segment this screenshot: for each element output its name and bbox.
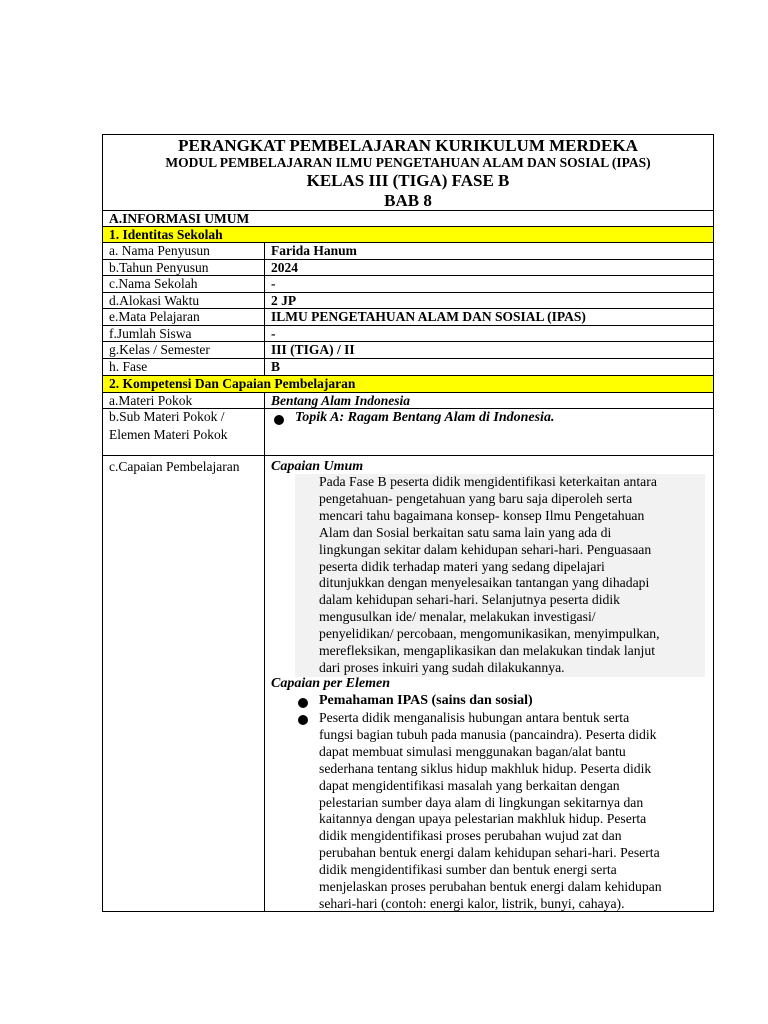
- table-row: [103, 276, 713, 293]
- row-value: 2024: [271, 260, 298, 275]
- row-value: -: [271, 326, 276, 341]
- row-label: a.Materi Pokok: [109, 393, 193, 408]
- general-achievement-heading: Capaian Umum: [271, 459, 364, 474]
- element-achievement-text: Peserta didik menganalisis hubungan antara bentuk serta fungsi bagian tubuh pada manusia (pancaindra). Peserta didik dapat membuat simulasi menggunakan bagan/alat bantu sederhana tentang siklus hidup makhluk hidup. Peserta didik dapat mengidentifikasi masalah yang berkaitan dengan pelestarian sumber daya alam di lingkungan sekitarnya dan kaitannya dengan upaya pelestarian makhluk hidup. Peserta didik mengidentifikasi proses perubahan wujud zat dan perubahan bentuk energi dalam kehidupan sehari-hari. Peserta didik mengidentifikasi sumber dan bentuk energi serta menjelaskan proses perubahan bentuk energi dalam kehidupan sehari-hari (contoh: energi kalor, listrik, bunyi, cahaya).: [319, 710, 662, 911]
- element-achievement-heading: Capaian per Elemen: [271, 676, 391, 691]
- sub-topic: Topik A: Ragam Bentang Alam di Indonesia.: [295, 410, 555, 425]
- document-title: PERANGKAT PEMBELAJARAN KURIKULUM MERDEKA: [178, 136, 638, 155]
- document-table: [102, 134, 714, 912]
- document-subtitle: MODUL PEMBELAJARAN ILMU PENGETAHUAN ALAM DAN SOSIAL (IPAS): [165, 155, 651, 170]
- row-label: b.Tahun Penyusun: [109, 260, 209, 275]
- class-phase: KELAS III (TIGA) FASE B: [306, 171, 510, 190]
- row-value: -: [271, 276, 276, 291]
- row-value: B: [271, 359, 281, 374]
- column-divider: [264, 243, 265, 376]
- row-label: c.Nama Sekolah: [109, 276, 198, 291]
- row-value: ILMU PENGETAHUAN ALAM DAN SOSIAL (IPAS): [271, 309, 586, 324]
- row-label: d.Alokasi Waktu: [109, 293, 200, 308]
- general-achievement-text: Pada Fase B peserta didik mengidentifikasi keterkaitan antara pengetahuan- pengetahuan yang baru saja diperoleh serta mencari tahu bagaimana konsep- konsep Ilmu Pengetahuan Alam dan Sosial berkaitan satu sama lain yang ada di lingkungan sekitar dalam kehidupan sehari-hari. Penguasaan peserta didik terhadap materi yang sedang dipelajari ditunjukkan dengan menyelesaikan tantangan yang dihadapi dalam kehidupan sehari-hari. Selanjutnya peserta didik mengusulkan ide/ menalar, melakukan investigasi/ penyelidikan/ percobaan, mengomunikasikan, menyimpulkan, merefleksikan, mengaplikasikan dan melakukan tindak lanjut dari proses inkuiri yang sudah dilakukannya.: [295, 474, 705, 677]
- document-header: [103, 135, 713, 211]
- table-row: [103, 359, 713, 376]
- table-row: [103, 342, 713, 359]
- row-label: Elemen Materi Pokok: [109, 427, 228, 442]
- table-row: [103, 309, 713, 326]
- chapter-label: BAB 8: [384, 191, 432, 210]
- competency-heading: 2. Kompetensi Dan Capaian Pembelajaran: [103, 376, 713, 393]
- row-label: f.Jumlah Siswa: [109, 326, 192, 341]
- table-row: [103, 456, 713, 912]
- table-row: [103, 243, 713, 260]
- identity-heading: 1. Identitas Sekolah: [103, 227, 713, 243]
- row-label: h. Fase: [109, 359, 148, 374]
- row-label: a. Nama Penyusun: [109, 243, 210, 258]
- section-general-info: A.INFORMASI UMUM: [103, 211, 713, 227]
- row-value: III (TIGA) / II: [271, 342, 355, 357]
- row-value: Farida Hanum: [271, 243, 357, 258]
- bullet-icon: [298, 698, 308, 708]
- row-label: e.Mata Pelajaran: [109, 309, 200, 324]
- row-value: Bentang Alam Indonesia: [271, 393, 411, 408]
- bullet-icon: [298, 715, 308, 725]
- row-label: c.Capaian Pembelajaran: [109, 459, 240, 474]
- row-label: b.Sub Materi Pokok /: [109, 409, 225, 424]
- table-row: [103, 293, 713, 309]
- element-title: Pemahaman IPAS (sains dan sosial): [319, 693, 533, 708]
- table-row: [103, 260, 713, 276]
- table-row: [103, 393, 713, 409]
- bullet-icon: [274, 415, 284, 425]
- column-divider: [264, 393, 265, 912]
- row-label: g.Kelas / Semester: [109, 342, 210, 357]
- table-row: [103, 409, 713, 456]
- row-value: 2 JP: [271, 293, 297, 308]
- table-row: [103, 326, 713, 342]
